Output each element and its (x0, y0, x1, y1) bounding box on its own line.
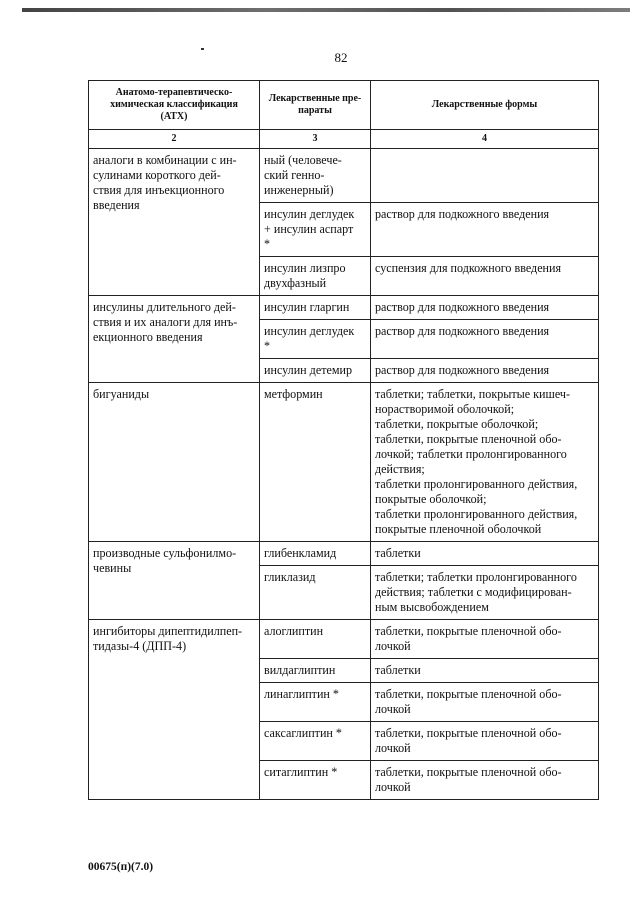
form-cell: таблетки (371, 542, 599, 566)
header-row (89, 81, 599, 130)
drug-cell: гликлазид (260, 566, 371, 620)
form-cell: таблетки; таблетки пролонгированного действия; таблетки с модифицирован- ным высвобождением (371, 566, 599, 620)
drug-cell: вилдаглиптин (260, 659, 371, 683)
medicines-table (88, 80, 599, 800)
column-number-row (89, 130, 599, 149)
table-row (89, 149, 599, 203)
form-cell: раствор для подкожного введения (371, 359, 599, 383)
column-number: 2 (89, 130, 260, 149)
header-drugs: Лекарственные пре- параты (260, 81, 371, 130)
header-forms: Лекарственные формы (371, 81, 599, 130)
drug-cell: алоглиптин (260, 620, 371, 659)
form-cell: таблетки, покрытые пленочной обо- лочкой (371, 683, 599, 722)
drug-cell: метформин (260, 383, 371, 542)
table-row (89, 620, 599, 659)
drug-cell: инсулин гларгин (260, 296, 371, 320)
drug-cell: саксаглиптин * (260, 722, 371, 761)
table-row (89, 296, 599, 320)
drug-cell: ситаглиптин * (260, 761, 371, 800)
drug-cell: инсулин лизпро двухфазный (260, 257, 371, 296)
scan-edge-line (22, 8, 630, 12)
table-row (89, 383, 599, 542)
drug-cell: линаглиптин * (260, 683, 371, 722)
form-cell: таблетки, покрытые пленочной обо- лочкой (371, 722, 599, 761)
drug-cell: глибенкламид (260, 542, 371, 566)
form-cell (371, 149, 599, 203)
document-code: 00675(п)(7.0) (88, 861, 154, 873)
table-row (89, 542, 599, 566)
column-number: 4 (371, 130, 599, 149)
form-cell: раствор для подкожного введения (371, 320, 599, 359)
form-cell: таблетки; таблетки, покрытые кишеч- норастворимой оболочкой; таблетки, покрытые оболочкой; таблетки, покрытые пленочной обо- лочкой; таблетки пролонгированного действия; таблетки пролонгированного действия, покрытые оболочкой; таблетки пролонгированного действия, покрытые пленочной оболочкой (371, 383, 599, 542)
atx-cell: инсулины длительного дей- ствия и их аналоги для инъ- екционного введения (89, 296, 260, 383)
column-number: 3 (260, 130, 371, 149)
atx-cell: ингибиторы дипептидилпеп- тидазы-4 (ДПП-4) (89, 620, 260, 800)
drug-cell: инсулин деглудек + инсулин аспарт * (260, 203, 371, 257)
atx-cell: аналоги в комбинации с ин- сулинами короткого дей- ствия для инъекционного введения (89, 149, 260, 296)
page-number: 82 (334, 50, 348, 65)
atx-cell: бигуаниды (89, 383, 260, 542)
drug-cell: ный (человече- ский генно- инженерный) (260, 149, 371, 203)
form-cell: таблетки, покрытые пленочной обо- лочкой (371, 761, 599, 800)
form-cell: раствор для подкожного введения (371, 296, 599, 320)
form-cell: раствор для подкожного введения (371, 203, 599, 257)
form-cell: суспензия для подкожного введения (371, 257, 599, 296)
atx-cell: производные сульфонилмо- чевины (89, 542, 260, 620)
header-atx: Анатомо-терапевтическо- химическая классификация (АТХ) (89, 81, 260, 130)
drug-cell: инсулин детемир (260, 359, 371, 383)
form-cell: таблетки (371, 659, 599, 683)
form-cell: таблетки, покрытые пленочной обо- лочкой (371, 620, 599, 659)
drug-cell: инсулин деглудек * (260, 320, 371, 359)
